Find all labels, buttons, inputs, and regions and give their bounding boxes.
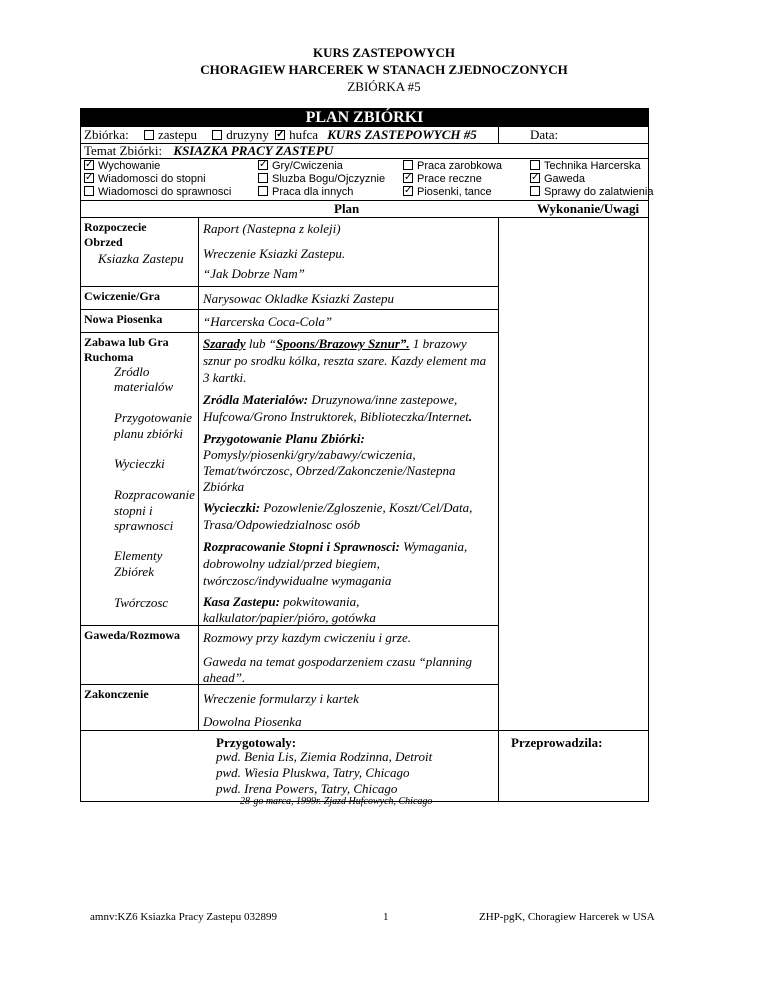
sec5-p1: Rozmowy przy kazdym cwiczeniu i grze. <box>203 630 411 645</box>
sec4-b-rest: Druzynowa/inne zastepowe, <box>308 392 458 407</box>
sec4-s5: Wycieczki <box>114 456 165 471</box>
checkbox[interactable] <box>403 186 413 196</box>
checkbox[interactable] <box>84 160 94 170</box>
sec4-s4: planu zbiórki <box>114 426 183 441</box>
sec1-l3: Ksiazka Zastepu <box>98 251 184 266</box>
sec4-e-l3: twórczosc/indywidualne wymagania <box>203 573 392 588</box>
data-label: Data: <box>530 127 559 142</box>
line-sec6 <box>80 684 498 685</box>
plan-title: PLAN ZBIÓRKI <box>80 108 649 126</box>
sec4-c-l3: Temat/twórczosc, Obrzed/Zakonczenie/Nastepna <box>203 463 456 478</box>
checklist-item <box>403 159 502 173</box>
line-sec2 <box>80 286 498 287</box>
sec4-e-head: Rozpracowanie Stopni i Sprawnosci: <box>203 539 400 554</box>
sec4-a-rest: 1 brazowy <box>409 336 467 351</box>
zbiorka-value: KURS ZASTEPOWYCH #5 <box>327 127 477 142</box>
checkbox[interactable] <box>530 173 540 183</box>
checkbox[interactable] <box>258 186 268 196</box>
footer-right: ZHP-pgK, Choragiew Harcerek w USA <box>479 911 655 923</box>
sec3-label: Nowa Piosenka <box>84 312 163 326</box>
temat-label: Temat Zbiórki: <box>84 143 163 158</box>
checkbox-druzyny[interactable] <box>212 130 222 140</box>
sec1-p2: Wreczenie Ksiazki Zastepu. <box>203 246 346 261</box>
sec4-e-l2: dobrowolny udzial/przed biegiem, <box>203 556 380 571</box>
checklist-label: Wiadomosci do sprawnosci <box>98 186 232 198</box>
checkbox[interactable] <box>258 160 268 170</box>
header-row-line <box>80 217 649 218</box>
checklist-item <box>84 172 206 186</box>
checklist-item <box>84 185 231 199</box>
prep-name-3: pwd. Irena Powers, Tatry, Chicago <box>216 781 398 796</box>
sec4-a-bold: Spoons/Brazowy Sznur”. <box>275 336 410 351</box>
sec4-e <box>203 538 467 556</box>
checklist-label: Prace reczne <box>417 173 482 185</box>
sec4-b-head: Zródla Materialów: <box>203 392 309 407</box>
checklist-label: Praca dla innych <box>272 186 354 198</box>
checkbox[interactable] <box>84 173 94 183</box>
checklist-item <box>530 159 641 173</box>
checklist-label: Sprawy do zalatwienia <box>544 186 654 198</box>
sec4-l2: Ruchoma <box>84 350 134 364</box>
checklist-item <box>403 172 482 186</box>
line-sec4 <box>80 332 498 333</box>
sec4-s11: Twórczosc <box>114 595 169 610</box>
sec4-f-l2: kalkulator/papier/pióro, gotówka <box>203 610 376 625</box>
sec1-labels <box>84 220 184 267</box>
sec4-s10: Zbiórek <box>114 564 154 579</box>
checkbox[interactable] <box>530 186 540 196</box>
sec3-text: “Harcerska Coca-Cola” <box>203 314 333 329</box>
sec1-p1: Raport (Nastepna z koleji) <box>203 221 341 236</box>
sec6-label: Zakonczenie <box>84 687 149 701</box>
line-sec3 <box>80 309 498 310</box>
temat <box>84 143 333 159</box>
checkbox[interactable] <box>403 173 413 183</box>
opt-hufca: hufca <box>289 127 318 142</box>
checklist-label: Praca zarobkowa <box>417 160 502 172</box>
prep-name-1: pwd. Benia Lis, Ziemia Rodzinna, Detroit <box>216 749 433 764</box>
prep-date: 28-go marca, 1999r. Zjazd Hufcowych, Chicago <box>240 796 433 807</box>
zbiorka-label: Zbiórka: <box>84 127 129 142</box>
sec4-l1: Zabawa lub Gra <box>84 335 169 349</box>
sec4-d-l2: Trasa/Odpowiedzialnosc osób <box>203 517 361 532</box>
col-plan: Plan <box>334 201 360 216</box>
sec4-b <box>203 391 457 409</box>
col-uwagi: Wykonanie/Uwagi <box>537 201 640 216</box>
sec4-s8: sprawnosci <box>114 518 174 533</box>
checkbox[interactable] <box>403 160 413 170</box>
divider-label <box>198 218 199 730</box>
checkbox[interactable] <box>84 186 94 196</box>
header-line-2: CHORAGIEW HARCEREK W STANACH ZJEDNOCZONYCH <box>200 62 568 77</box>
sec4-s7: stopni i <box>114 503 153 518</box>
sec4-b-l2: Hufcowa/Grono Instruktorek, Biblioteczka/Internet <box>203 409 469 424</box>
sec6-p1: Wreczenie formularzy i kartek <box>203 691 359 706</box>
sec4-a-head: Szarady <box>203 336 246 351</box>
checklist-label: Piosenki, tance <box>417 186 492 198</box>
checklist-item <box>530 172 585 186</box>
sec2-text: Narysowac Okladke Ksiazki Zastepu <box>203 291 395 306</box>
temat-value: KSIAZKA PRACY ZASTEPU <box>173 143 334 158</box>
sec4-s1: Zródlo <box>114 364 150 379</box>
zbiorka-type <box>84 127 477 143</box>
sec4-c-head: Przygotowanie Planu Zbiórki: <box>203 431 365 446</box>
sec4-d-rest: Pozowlenie/Zgloszenie, Koszt/Cel/Data, <box>260 500 473 515</box>
checklist-label: Sluzba Bogu/Ojczyznie <box>272 173 386 185</box>
sec1-l1: Rozpoczecie <box>84 220 147 234</box>
checklist-item <box>258 172 385 186</box>
checklist-label: Technika Harcerska <box>544 160 641 172</box>
sec1-p3: “Jak Dobrze Nam” <box>203 266 305 281</box>
sec4-c-l4: Zbiórka <box>203 479 245 494</box>
divider-uwagi <box>498 218 499 802</box>
sec4-s6: Rozpracowanie <box>114 487 195 502</box>
checklist-label: Gaweda <box>544 173 585 185</box>
checkbox[interactable] <box>258 173 268 183</box>
checklist-item <box>258 185 353 199</box>
data-cell <box>498 126 649 144</box>
checkbox-hufca[interactable] <box>275 130 285 140</box>
sec4-a-l2: sznur po srodku kólka, reszta szare. Kazdy element ma <box>203 353 487 368</box>
line-footer <box>80 730 649 731</box>
checklist-label: Gry/Cwiczenia <box>272 160 343 172</box>
sec4-d <box>203 499 472 517</box>
checkbox-zastepu[interactable] <box>144 130 154 140</box>
checklist-item <box>530 185 653 199</box>
sec4-s2: materialów <box>114 379 174 394</box>
checkbox[interactable] <box>530 160 540 170</box>
checklist-item <box>84 159 160 173</box>
sec4-a-mid: lub “ <box>245 336 276 351</box>
sec4-s3: Przygotowanie <box>114 410 192 425</box>
sec5-label: Gaweda/Rozmowa <box>84 628 180 642</box>
sec4-e-rest: Wymagania, <box>399 539 468 554</box>
sec4-b-dot: . <box>468 409 473 424</box>
prep-label: Przygotowaly: <box>216 735 297 750</box>
sec5-p2: Gaweda na temat gospodarzeniem czasu “planning <box>203 654 473 669</box>
sec4-s9: Elementy <box>114 548 163 563</box>
sec4-b2 <box>203 408 472 426</box>
sec1-l2: Obrzed <box>84 235 123 249</box>
sec4-f-head: Kasa Zastepu: <box>203 594 280 609</box>
sec5-p3: ahead”. <box>203 670 246 685</box>
opt-zastepu: zastepu <box>158 127 197 142</box>
footer-left: amnv:KZ6 Ksiazka Pracy Zastepu 032899 <box>90 911 277 923</box>
sec4-f-rest: pokwitowania, <box>279 594 360 609</box>
sec4-d-head: Wycieczki: <box>203 500 261 515</box>
sec4-a <box>203 335 467 353</box>
checklist-item <box>403 185 492 199</box>
document-header <box>0 44 768 95</box>
checklist-item <box>258 159 343 173</box>
checklist-label: Wiadomosci do stopni <box>98 173 206 185</box>
led-label: Przeprowadzila: <box>511 735 603 750</box>
checklist-label: Wychowanie <box>98 160 161 172</box>
sec2-label: Cwiczenie/Gra <box>84 289 160 303</box>
header-line-3: ZBIÓRKA #5 <box>347 79 421 94</box>
footer-page-number: 1 <box>383 911 389 923</box>
sec4-a-l3: 3 kartki. <box>203 370 247 385</box>
sec4-c-l2: Pomysly/piosenki/gry/zabawy/cwiczenia, <box>203 447 416 462</box>
sec6-p2: Dowolna Piosenka <box>203 714 302 729</box>
header-line-1: KURS ZASTEPOWYCH <box>313 45 455 60</box>
opt-druzyny: druzyny <box>226 127 269 142</box>
prep-name-2: pwd. Wiesia Pluskwa, Tatry, Chicago <box>216 765 410 780</box>
